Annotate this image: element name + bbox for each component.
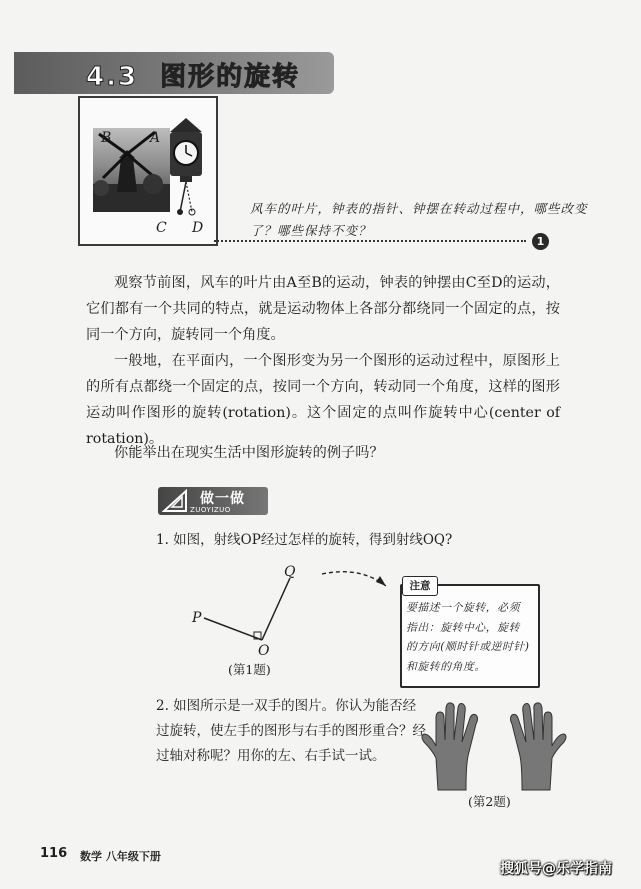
q2-caption: (第2题) (468, 794, 511, 809)
paragraph-question: 你能举出在现实生活中图形旋转的例子吗？ (114, 445, 384, 461)
source-watermark: 搜狐号@乐学指南 (500, 861, 612, 877)
label-a: A (150, 130, 161, 146)
label-o: O (258, 643, 270, 659)
note-text: 要描述一个旋转，必须指出：旋转中心，旋转的方向(顺时针或逆时针)和旋转的角度。 (406, 601, 530, 673)
label-p: P (192, 610, 202, 626)
intro-question: 风车的叶片，钟表的指针、钟摆在转动过程中，哪些改变了？哪些保持不变？ (250, 201, 588, 238)
pendulum-clock (166, 116, 206, 220)
book-title: 数学 八年级下册 (80, 850, 161, 863)
label-q: Q (284, 564, 296, 580)
paragraph-observe: 观察节前图，风车的叶片由A至B的运动，钟表的钟摆由C至D的运动，它们都有一个共同的特点，就是运动物体上各部分都绕同一个固定的点，按同一个方向，旋转同一个角度。 (86, 275, 560, 343)
q1-caption: (第1题) (228, 662, 271, 677)
label-c: C (156, 220, 167, 236)
ray-oq (262, 578, 290, 640)
page-number: 116 (40, 846, 68, 861)
activity-title: 做一做 (200, 491, 245, 507)
section-number: 4.3 (86, 62, 139, 92)
left-hand-icon (422, 703, 478, 790)
label-b: B (101, 130, 112, 146)
section-title (86, 56, 322, 93)
section-name: 图形的旋转 (160, 62, 301, 92)
question-2: 2. 如图所示是一双手的图片。你认为能否经过旋转，使左手的图形与右手的图形重合？经过轴对称呢？用你的左、右手试一试。 (156, 698, 426, 764)
question-badge: 1 (532, 233, 549, 250)
arrow-to-note (322, 572, 386, 586)
right-hand-icon (511, 703, 567, 790)
hands-figure (414, 700, 574, 792)
arrow-head-icon (376, 576, 386, 586)
clock-icon (166, 116, 206, 220)
ray-op (204, 618, 262, 640)
activity-pinyin: ZUOYIZUO (190, 506, 231, 514)
question-1: 1. 如图，射线OP经过怎样的旋转，得到射线OQ? (156, 532, 453, 548)
triangle-ruler-icon (162, 489, 188, 513)
label-d: D (192, 220, 204, 236)
paragraph-definition: 一般地，在平面内，一个图形变为另一个图形的运动过程中，原图形上的所有点都绕一个固定的点，按同一个方向，转动同一个角度，这样的图形运动叫作图形的旋转(rotation)。这个固定的点叫作旋转中心(center of rotation)。 (86, 353, 560, 447)
note-tab: 注意 (402, 576, 438, 596)
dotted-divider (214, 240, 526, 242)
